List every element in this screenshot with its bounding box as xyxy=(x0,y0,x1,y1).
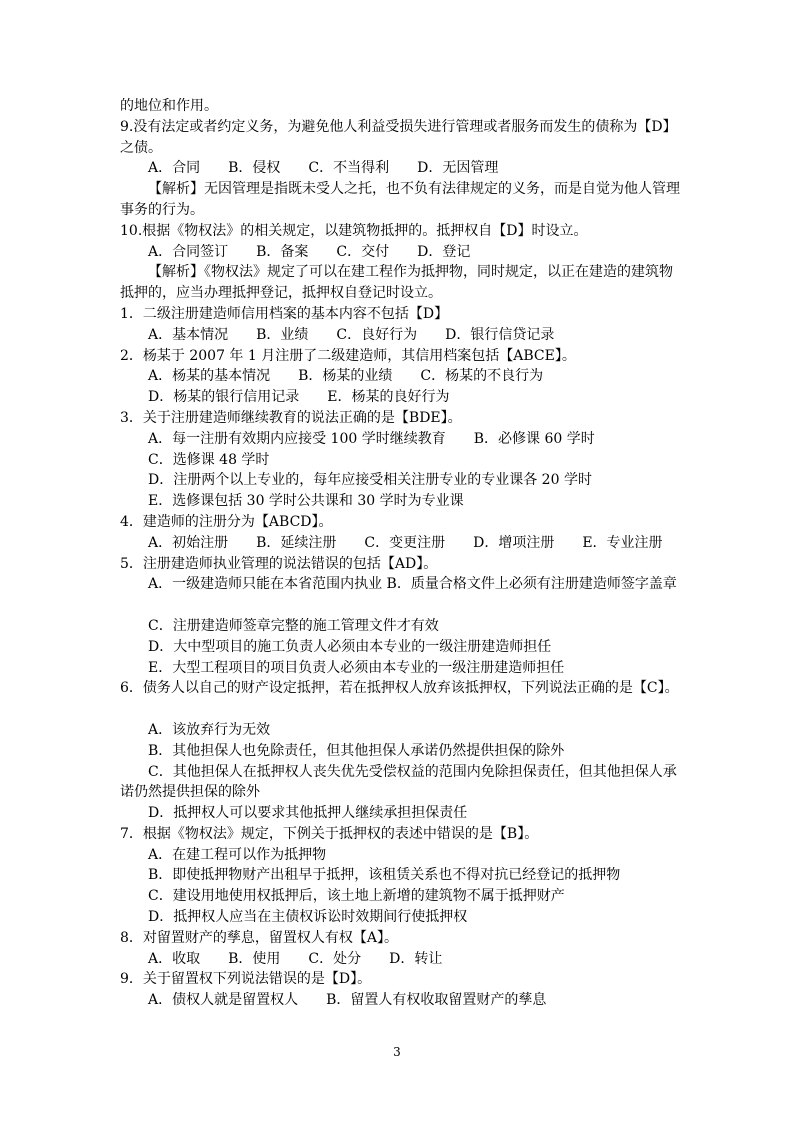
question-line: 8．对留置财产的孳息，留置权人有权【A】。 xyxy=(120,929,399,946)
options-line: B．其他担保人也免除责任，但其他担保人承诺仍然提供担保的除外 xyxy=(148,742,565,759)
options-line: A．初始注册 B．延续注册 C．变更注册 D．增项注册 E．专业注册 xyxy=(148,534,663,551)
options-line: C．注册建造师签章完整的施工管理文件才有效 xyxy=(148,617,439,634)
options-line: E．选修课包括 30 学时公共课和 30 学时为专业课 xyxy=(148,493,464,510)
blank-line xyxy=(120,699,680,720)
options-line: A．基本情况 B．业绩 C．良好行为 D．银行信贷记录 xyxy=(148,326,555,343)
text-line: 诺仍然提供担保的除外 xyxy=(120,784,260,801)
options-line: D．杨某的银行信用记录 E．杨某的良好行为 xyxy=(148,389,450,406)
analysis-line: 【解析】《物权法》规定了可以在建工程作为抵押物，同时规定，以正在建造的建筑物 xyxy=(148,264,673,281)
question-line: 9．关于留置权下列说法错误的是【D】。 xyxy=(120,971,372,988)
options-line: C．其他担保人在抵押权人丧失优先受偿权益的范围内免除担保责任，但其他担保人承 xyxy=(148,763,677,780)
options-line: A．杨某的基本情况 B．杨某的业绩 C．杨某的不良行为 xyxy=(148,368,544,385)
question-line: 3．关于注册建造师继续教育的说法正确的是【BDE】。 xyxy=(120,409,462,426)
options-line: A．一级建造师只能在本省范围内执业 B．质量合格文件上必须有注册建造师签字盖章 xyxy=(148,576,677,593)
options-line: C．选修课 48 学时 xyxy=(148,451,270,468)
question-line: 1．二级注册建造师信用档案的基本内容不包括【D】 xyxy=(120,305,449,322)
text-line: 事务的行为。 xyxy=(120,201,204,218)
document-body xyxy=(120,96,680,1011)
options-line: A．合同 B．侵权 C．不当得利 D．无因管理 xyxy=(148,160,499,177)
text-line: 的地位和作用。 xyxy=(120,98,218,114)
question-line: 5．注册建造师执业管理的说法错误的包括【AD】。 xyxy=(120,555,438,572)
analysis-line: 【解析】无因管理是指既未受人之托，也不负有法律规定的义务，而是自觉为他人管理 xyxy=(148,181,680,198)
question-line: 7．根据《物权法》规定，下例关于抵押权的表述中错误的是【B】。 xyxy=(120,825,539,842)
options-line: D．注册两个以上专业的，每年应接受相关注册专业的专业课各 20 学时 xyxy=(148,472,592,489)
options-line: A．在建工程可以作为抵押物 xyxy=(148,846,327,863)
question-line: 9.没有法定或者约定义务，为避免他人利益受损失进行管理或者服务而发生的债称为【D】 xyxy=(120,118,677,135)
options-line: D．大中型项目的施工负责人必须由本专业的一级注册建造师担任 xyxy=(148,638,552,655)
blank-line xyxy=(120,595,680,616)
options-line: C．建设用地使用权抵押后，该土地上新增的建筑物不属于抵押财产 xyxy=(148,888,565,905)
options-line: A．每一注册有效期内应接受 100 学时继续教育 B．必修课 60 学时 xyxy=(148,430,595,447)
options-line: E．大型工程项目的项目负责人必须由本专业的一级注册建造师担任 xyxy=(148,659,565,676)
options-line: A．该放弃行为无效 xyxy=(148,721,271,738)
question-line: 4．建造师的注册分为【ABCD】。 xyxy=(120,513,333,530)
question-line: 2．杨某于 2007 年 1 月注册了二级建造师，其信用档案包括【ABCE】。 xyxy=(120,347,576,364)
options-line: A．合同签订 B．备案 C．交付 D．登记 xyxy=(148,243,471,260)
options-line: A．收取 B．使用 C．处分 D．转让 xyxy=(148,950,443,967)
question-line: 6．债务人以自己的财产设定抵押，若在抵押权人放弃该抵押权，下列说法正确的是【C】。 xyxy=(120,680,679,697)
text-line: 之债。 xyxy=(120,139,162,156)
options-line: D．抵押权人应当在主债权诉讼时效期间行使抵押权 xyxy=(148,909,468,926)
options-line: B．即使抵押物财产出租早于抵押，该租赁关系也不得对抗已经登记的抵押物 xyxy=(148,867,621,884)
question-line: 10.根据《物权法》的相关规定，以建筑物抵押的。抵押权自【D】时设立。 xyxy=(120,222,588,239)
page-number: 3 xyxy=(393,1045,401,1059)
options-line: D．抵押权人可以要求其他抵押人继续承担担保责任 xyxy=(148,805,468,822)
options-line: A．债权人就是留置权人 B．留置人有权收取留置财产的孳息 xyxy=(148,992,547,1009)
text-line: 抵押的，应当办理抵押登记，抵押权自登记时设立。 xyxy=(120,285,442,302)
